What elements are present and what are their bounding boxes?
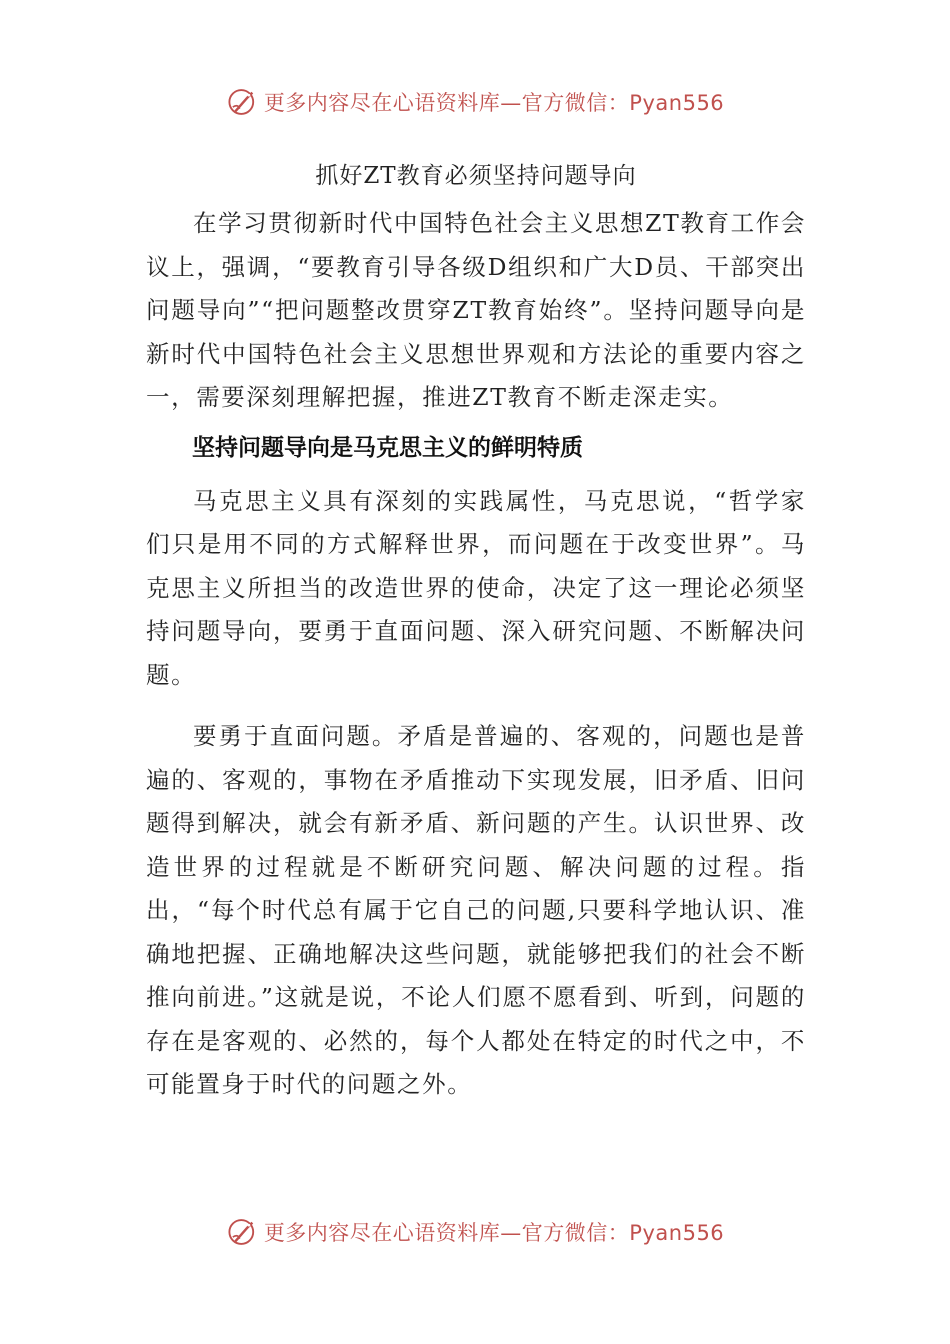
watermark-text: 更多内容尽在心语资料库—官方微信：Pyan556 [263, 1221, 725, 1245]
pen-nib-logo-icon [226, 1215, 260, 1249]
paragraph-1: 马克思主义具有深刻的实践属性，马克思说，“哲学家们只是用不同的方式解释世界，而问题在于改变世界”。马克思主义所担当的改造世界的使命，决定了这一理论必须坚持问题导向，要勇于直面问题、深入研究问题、不断解决问题。 [146, 486, 806, 689]
pen-nib-logo-icon [226, 85, 260, 119]
watermark-text: 更多内容尽在心语资料库—官方微信：Pyan556 [263, 91, 725, 115]
header-watermark [0, 80, 950, 124]
document-title: 抓好ZT教育必须坚持问题导向 [315, 163, 637, 189]
section-heading: 坚持问题导向是马克思主义的鲜明特质 [192, 434, 583, 461]
footer-watermark [0, 1210, 950, 1254]
paragraph-2: 要勇于直面问题。矛盾是普遍的、客观的，问题也是普遍的、客观的，事物在矛盾推动下实现发展，旧矛盾、旧问题得到解决，就会有新矛盾、新问题的产生。认识世界、改造世界的过程就是不断研究问题、解决问题的过程。指出，“每个时代总有属于它自己的问题,只要科学地认识、准确地把握、正确地解决这些问题，就能够把我们的社会不断推向前进。”这就是说，不论人们愿不愿看到、听到，问题的存在是客观的、必然的，每个人都处在特定的时代之中，不可能置身于时代的问题之外。 [146, 722, 806, 1098]
intro-paragraph: 在学习贯彻新时代中国特色社会主义思想ZT教育工作会议上，强调，“要教育引导各级D组织和广大D员、干部突出问题导向”“把问题整改贯穿ZT教育始终”。坚持问题导向是新时代中国特色社会主义思想世界观和方法论的重要内容之一，需要深刻理解把握，推进ZT教育不断走深走实。 [146, 209, 806, 411]
document-body [146, 150, 806, 1107]
